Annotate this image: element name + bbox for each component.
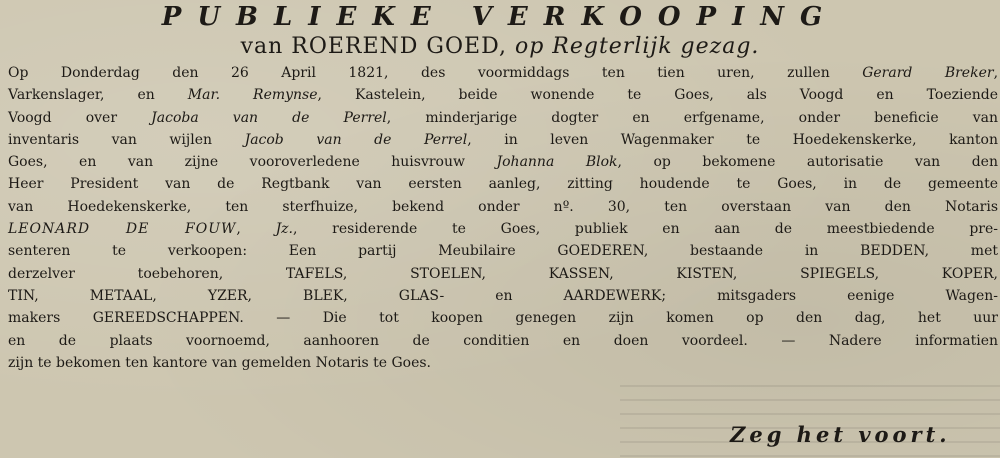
notice-text-segment: en de plaats voornoemd, aanhooren de conditien en doen voordeel. — Nadere informatien	[8, 332, 998, 349]
notice-text-segment: Jacob van de Perrel	[244, 131, 468, 148]
notice-line	[8, 263, 998, 285]
notice-title: PUBLIEKE VERKOOPING	[161, 2, 839, 32]
notice-line	[8, 84, 998, 106]
notice-text-segment: inventaris van wijlen	[8, 131, 245, 148]
notice-text-segment: Op Donderdag den 26 April 1821, des voormiddags ten tien uren, zullen	[8, 65, 863, 81]
notice-line	[8, 240, 998, 262]
notice-text-segment: Johanna Blok	[496, 154, 618, 171]
notice-text-segment: Gerard Breker	[862, 65, 994, 81]
notice-line	[8, 307, 998, 329]
notice-subtitle	[0, 34, 1000, 59]
notice-text-segment: Goes, en van zijne vooroverledene huisvrouw	[8, 154, 497, 171]
notice-line	[8, 62, 998, 84]
notice-text-segment: derzelver toebehoren, TAFELS, STOELEN, KASSEN, KISTEN, SPIEGELS, KOPER,	[8, 265, 998, 282]
notice-body	[8, 62, 998, 374]
notice-text-segment: LEONARD DE FOUW	[8, 221, 237, 238]
notice-text-segment: , op bekomene autorisatie van den	[617, 154, 998, 171]
notice-text-segment: , Kastelein, beide wonende te Goes, als Voogd en Toeziende	[317, 87, 999, 104]
notice-line	[8, 330, 998, 352]
notice-line	[8, 129, 998, 151]
notice-line	[8, 196, 998, 218]
notice-text-segment: TIN, METAAL, YZER, BLEK, GLAS- en AARDEWERK; mitsgaders eenige Wagen-	[8, 287, 998, 304]
notice-line	[8, 352, 998, 374]
notice-text-segment: ,	[236, 221, 276, 238]
closing-phrase: Zeg het voort.	[730, 422, 951, 447]
notice-text-segment: Mar. Remynse	[187, 87, 318, 104]
notice-text-segment: Jz.	[275, 221, 294, 238]
notice-text-segment: , residerende te Goes, publiek en aan de meestbiedende pre-	[293, 221, 998, 238]
notice-text-segment: Jacoba van de Perrel	[151, 109, 387, 126]
notice-subtitle-main: van ROEREND GOED,	[240, 34, 515, 59]
notice-text-segment: zijn te bekomen ten kantore van gemelden Notaris te Goes.	[8, 354, 431, 371]
notice-text-segment: ,	[993, 65, 999, 81]
notice-text-segment: Varkenslager, en	[8, 87, 188, 104]
notice-text-segment: , minderjarige dogter en erfgename, onder beneficie van	[386, 109, 999, 126]
notice-line	[8, 218, 998, 240]
notice-text-segment: , in leven Wagenmaker te Hoedekenskerke, kanton	[467, 131, 998, 148]
notice-text-segment: Heer President van de Regtbank van eersten aanleg, zitting houdende te Goes, in de gemeente	[8, 176, 998, 193]
notice-line	[8, 151, 998, 173]
notice-line	[8, 107, 998, 129]
notice-text-segment: senteren te verkoopen: Een partij Meubilaire GOEDEREN, bestaande in BEDDEN, met	[8, 243, 998, 260]
notice-text-segment: van Hoedekenskerke, ten sterfhuize, bekend onder nº. 30, ten overstaan van den Notaris	[8, 198, 998, 215]
notice-line	[8, 173, 998, 195]
notice-text-segment: makers GEREEDSCHAPPEN. — Die tot koopen genegen zijn komen op den dag, het uur	[8, 310, 998, 327]
notice-line	[8, 285, 998, 307]
notice-subtitle-italic: op Regterlijk gezag.	[514, 34, 760, 59]
notice-text-segment: Voogd over	[8, 109, 152, 126]
